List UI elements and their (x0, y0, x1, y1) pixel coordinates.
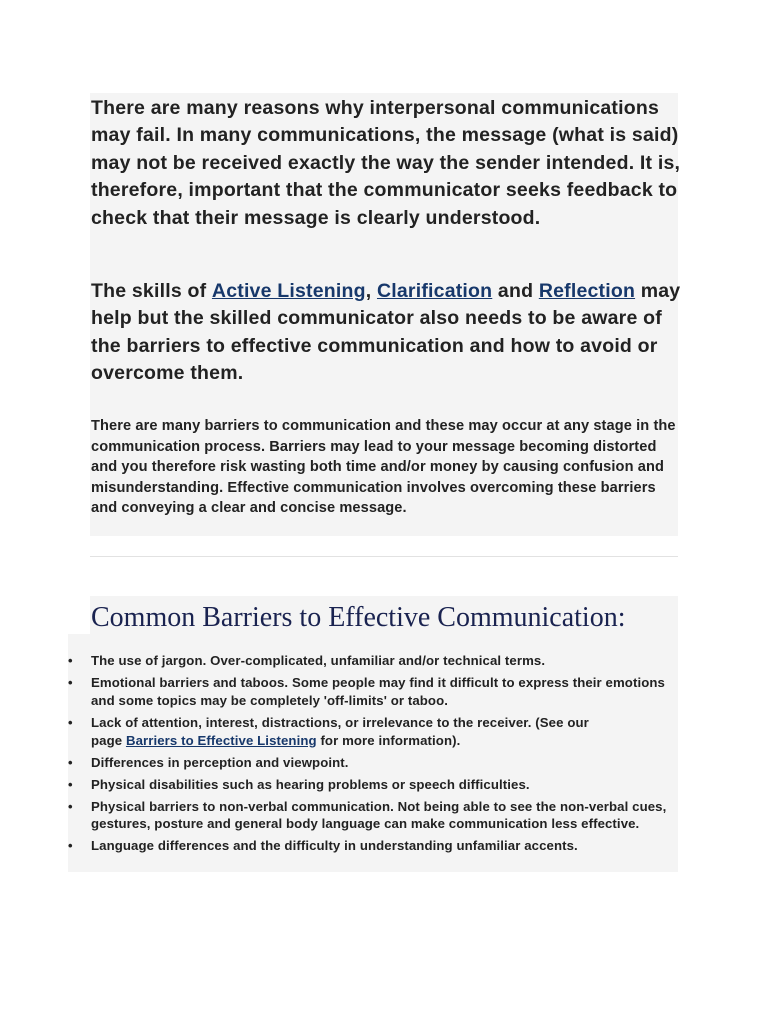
list-item-text: Differences in perception and viewpoint. (91, 754, 349, 770)
divider (90, 556, 678, 557)
list-item (68, 674, 676, 710)
list-item-text: Language differences and the difficulty in understanding unfamiliar accents. (91, 838, 578, 854)
bullet-icon: • (68, 838, 73, 854)
and-text: and (497, 280, 534, 302)
section-heading: Common Barriers to Effective Communication: (91, 602, 626, 633)
bullet-icon: • (68, 754, 73, 770)
barriers-list (68, 652, 678, 859)
list-item (68, 776, 676, 794)
bullet-icon: • (68, 776, 73, 792)
intro-paragraph: There are many reasons why interpersonal communications may fail. In many communications, the message (what is said) may not be received exactly the way the sender intended. It is, therefore, important that the communicator seeks feedback to check that their message is clearly understood. (91, 97, 681, 229)
skills-prefix: The skills of (91, 280, 207, 302)
bullet-icon: • (68, 798, 73, 814)
comma-text: , (365, 280, 372, 302)
barriers-intro-paragraph: There are many barriers to communication and these may occur at any stage in the communication process. Barriers may lead to your message becoming distorted and you therefore risk wasting both time and/or money by causing confusion and misunderstanding. Effective communication involves overcoming these barriers and conveying a clear and concise message. (91, 418, 676, 517)
list-item (68, 837, 676, 855)
reflection-link[interactable]: Reflection (538, 280, 636, 302)
list-item (68, 714, 676, 750)
list-item-text: for more information). (320, 732, 461, 748)
list-item (68, 754, 676, 772)
skills-paragraph (91, 278, 681, 388)
bullet-icon: • (68, 674, 73, 690)
list-item (68, 798, 676, 834)
list-item-text: Lack of attention, interest, distractions, or irrelevance to the receiver. (See our page (91, 714, 589, 748)
bullet-icon: • (68, 653, 73, 668)
barriers-to-effective-listening-link[interactable]: Barriers to Effective Listening (125, 732, 317, 748)
list-item-text: Emotional barriers and taboos. Some people may find it difficult to express their emotions and some topics may be completely 'off-limits' or taboo. (91, 674, 665, 708)
list-item-text: Physical disabilities such as hearing problems or speech difficulties. (91, 776, 530, 792)
list-item (68, 652, 676, 670)
skills-suffix: may help but the skilled communicator also needs to be aware of the barriers to effective communication and how to avoid or overcome them. (91, 280, 681, 385)
list-item-text: Physical barriers to non-verbal communication. Not being able to see the non-verbal cues, gestures, posture and general body language can make communication less effective. (91, 798, 667, 832)
bullet-icon: • (68, 714, 73, 730)
list-item-text: The use of jargon. Over-complicated, unfamiliar and/or technical terms. (91, 653, 546, 668)
active-listening-link[interactable]: Active Listening (211, 280, 366, 302)
clarification-link[interactable]: Clarification (376, 280, 493, 302)
